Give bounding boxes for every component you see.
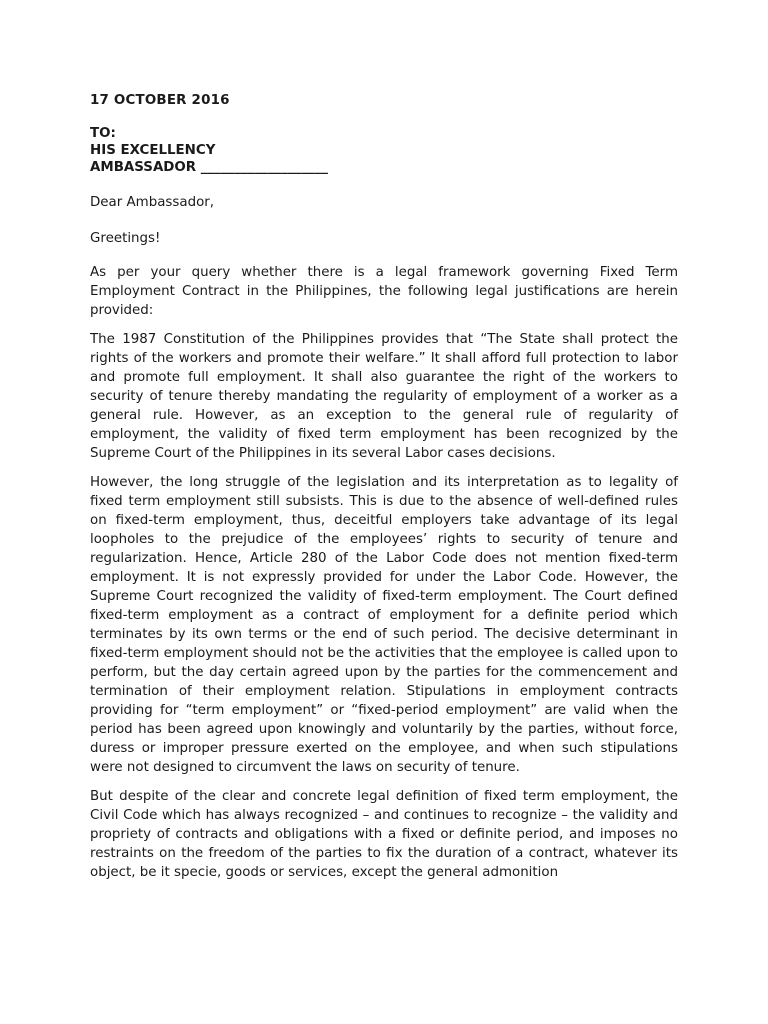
- paragraph-civil-code: But despite of the clear and concrete legal definition of fixed term employment, the Civil Code which has always recognized – and continues to recognize – the validity and propriety of contracts and obligations with a fixed or definite period, and imposes no restraints on the freedom of the parties to fix the duration of a contract, whatever its object, be it specie, goods or services, except the general admonition: [90, 789, 678, 880]
- salutation: Dear Ambassador,: [90, 195, 215, 210]
- paragraph-query: As per your query whether there is a legal framework governing Fixed Term Employment Contract in the Philippines, the following legal justifications are herein provided:: [90, 265, 678, 318]
- letter-body: [90, 91, 678, 892]
- paragraph-constitution: The 1987 Constitution of the Philippines provides that “The State shall protect the rights of the workers and promote their welfare.” It shall afford full protection to labor and promote full employment. It shall also guarantee the right of the workers to security of tenure thereby mandating the regularity of employment of a worker as a general rule. However, as an exception to the general rule of regularity of employment, the validity of fixed term employment has been recognized by the Supreme Court of the Philippines in its several Labor cases decisions.: [90, 332, 678, 461]
- greeting: Greetings!: [90, 231, 161, 246]
- to-label: TO:: [90, 126, 116, 141]
- recipient-role: AMBASSADOR ___________________: [90, 160, 328, 175]
- recipient-title: HIS EXCELLENCY: [90, 143, 216, 158]
- recipient-block: [90, 125, 678, 176]
- paragraph-legislation: However, the long struggle of the legislation and its interpretation as to legality of fixed term employment still subsists. This is due to the absence of well-defined rules on fixed-term employment, thus, deceitful employers take advantage of its legal loopholes to the prejudice of the employees’ rights to security of tenure and regularization. Hence, Article 280 of the Labor Code does not mention fixed-term employment. It is not expressly provided for under the Labor Code. However, the Supreme Court recognized the validity of fixed-term employment. The Court defined fixed-term employment as a contract of employment for a definite period which terminates by its own terms or the end of such period. The decisive determinant in fixed-term employment should not be the activities that the employee is called upon to perform, but the day certain agreed upon by the parties for the commencement and termination of their employment relation. Stipulations in employment contracts providing for “term employment” or “fixed-period employment” are valid when the period has been agreed upon knowingly and voluntarily by the parties, without force, duress or improper pressure exerted on the employee, and when such stipulations were not designed to circumvent the laws on security of tenure.: [90, 475, 678, 775]
- letter-date: 17 OCTOBER 2016: [90, 93, 230, 108]
